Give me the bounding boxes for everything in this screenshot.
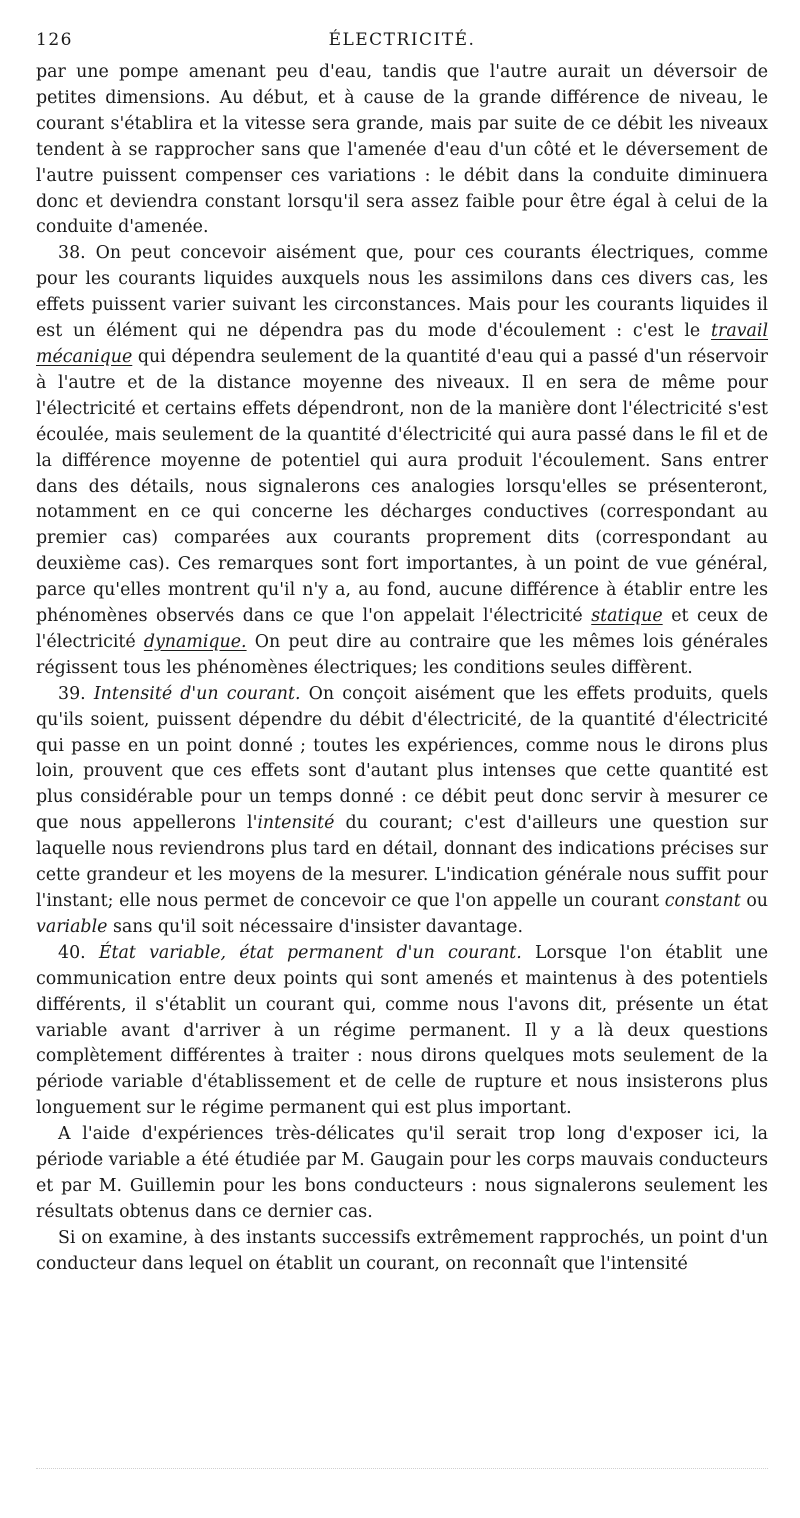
page-footer-artifact <box>36 1468 768 1475</box>
emphasis-term: intensité <box>257 813 335 834</box>
section-40: 40. État variable, état permanent d'un courant. Lorsque l'on établit une communication entre deux points qui sont amenés et maintenus à des potentiels différents, il s'établit un courant qui, comme nous l'avons dit, présente un état variable avant d'arriver à un régime permanent. Il y a là deux questions complètement différentes à traiter : nous dirons quelques mots seulement de la période variable d'établissement et de celle de rupture et nous insisterons plus longuement sur le régime permanent qui est plus important. <box>36 942 769 1119</box>
emphasis-term: variable <box>36 916 108 937</box>
section-39: 39. Intensité d'un courant. On conçoit aisément que les effets produits, quels qu'ils soient, puissent dépendre du débit d'électricité, de la quantité d'électricité qui passe en un point donné ; toutes les expériences, comme nous le dirons plus loin, prouvent que ces effets sont d'autant plus intenses que cette quantité est plus considérable pour un temps donné : ce débit peut donc servir à mesurer ce que nous appellerons l'intensité du courant; c'est d'ailleurs une question sur laquelle nous reviendrons plus tard en détail, donnant des indications précises sur cette grandeur et les moyens de la mesurer. L'indication générale nous suffit pour l'instant; elle nous permet de concevoir ce que l'on appelle un courant constant ou variable sans qu'il soit nécessaire d'insister davantage. <box>36 683 768 937</box>
page-number: 126 <box>36 30 73 50</box>
section-title: Intensité d'un courant. <box>93 683 301 704</box>
section-38: 38. On peut concevoir aisément que, pour ces courants électriques, comme pour les courants liquides auxquels nous les assimilons dans ces divers cas, les effets puissent varier suivant les circonstances. Mais pour les courants liquides il est un élément qui ne dépendra pas du mode d'écoulement : c'est le travail mécanique qui dépendra seulement de la quantité d'eau qui a passé d'un réservoir à l'autre et de la distance moyenne des niveaux. Il en sera de même pour l'électricité et certains effets dépendront, non de la manière dont l'électricité s'est écoulée, mais seulement de la quantité d'électricité qui aura passé dans le fil et de la différence moyenne de potentiel qui aura produit l'écoulement. Sans entrer dans des détails, nous signalerons ces analogies lorsqu'elles se présenteront, notamment en ce qui concerne les décharges conductives (correspondant au premier cas) comparées aux courants proprement dits (correspondant au deuxième cas). Ces remarques sont fort importantes, à un point de vue général, parce qu'elles montrent qu'il n'y a, au fond, aucune différence à établir entre les phénomènes observés dans ce que l'on appelait l'électricité statique et ceux de l'électricité dynamique. On peut dire au contraire que les mêmes lois générales régissent tous les phénomènes électriques; les conditions seules diffèrent. <box>36 243 769 678</box>
running-title: ÉLECTRICITÉ. <box>328 30 476 50</box>
paragraph: A l'aide d'expériences très-délicates qu'il serait trop long d'exposer ici, la période variable a été étudiée par M. Gaugain pour les corps mauvais conducteurs et par M. Guillemin pour les bons conducteurs : nous signalerons seulement les résultats obtenus dans ce dernier cas. <box>36 1124 768 1222</box>
emphasis-term: dynamique. <box>143 631 247 652</box>
emphasis-term: constant <box>664 891 741 911</box>
paragraph: Si on examine, à des instants successifs extrêmement rapprochés, un point d'un conducteur dans lequel on établit un courant, on reconnaît que l'intensité <box>36 1227 768 1274</box>
emphasis-term: travail mécanique <box>36 321 769 367</box>
section-number: 40. <box>58 942 86 963</box>
section-number: 38. <box>58 243 86 264</box>
paragraph-continuation: par une pompe amenant peu d'eau, tandis que l'autre aurait un déversoir de petites dimensions. Au début, et à cause de la grande différence de niveau, le courant s'établira et la vitesse sera grande, mais par suite de ce débit les niveaux tendent à se rapprocher sans que l'amenée d'eau d'un côté et le déversement de l'autre puissent compenser ces variations : le débit dans la conduite diminuera donc et deviendra constant lorsqu'il sera assez faible pour être égal à celui de la conduite d'amenée. <box>36 62 768 238</box>
section-number: 39. <box>58 683 86 704</box>
emphasis-term: statique <box>591 606 663 627</box>
section-title: État variable, état permanent d'un courant. <box>98 942 522 963</box>
page-body <box>36 60 768 1278</box>
page-header <box>36 26 768 60</box>
